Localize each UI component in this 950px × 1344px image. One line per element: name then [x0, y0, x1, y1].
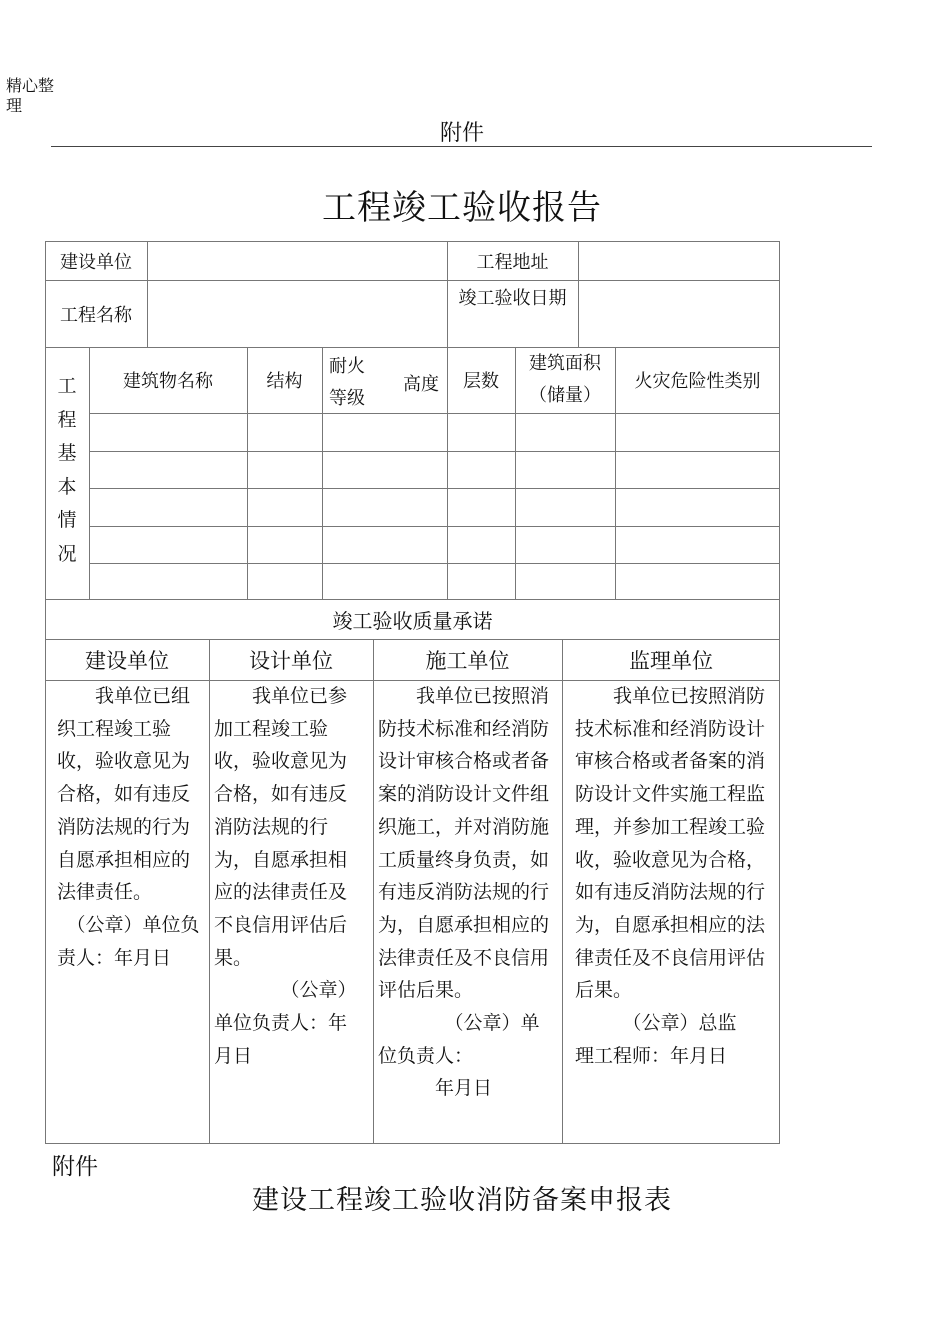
commitment-line: 评估后果。 — [378, 979, 474, 1002]
commitment-line: 为，自愿承担相应的 — [378, 913, 550, 936]
basic-row-cell[interactable] — [447, 451, 515, 488]
commitment-line: 织工程竣工验 — [57, 717, 172, 740]
header-fire-grade-line2: 等级 — [329, 388, 365, 409]
basic-row-cell[interactable] — [247, 488, 322, 526]
commitment-line: 为，自愿承担相 — [214, 848, 348, 871]
commitment-line: 理工程师：年月日 — [575, 1044, 728, 1067]
commitment-line: 审核合格或者备案的消 — [575, 750, 766, 773]
commitment-line: 为，自愿承担相应的法 — [575, 913, 766, 936]
commitment-line: 收，验收意见为 — [214, 750, 348, 773]
commitment-line: 消防法规的行 — [214, 815, 329, 838]
commitment-line: 位负责人： — [378, 1044, 474, 1067]
commitment-line: 工质量终身负责，如 — [378, 848, 550, 871]
basic-row-cell[interactable] — [615, 488, 780, 526]
basic-row-cell[interactable] — [89, 526, 247, 563]
basic-row-cell[interactable] — [89, 488, 247, 526]
basic-row-cell[interactable] — [385, 526, 447, 563]
header-area-line1: 建筑面积 — [529, 353, 601, 374]
basic-row-cell[interactable] — [615, 451, 780, 488]
basic-row-cell[interactable] — [247, 413, 322, 451]
commitment-line: 律责任及不良信用评估 — [575, 946, 766, 969]
unit-heading-build: 建设单位 — [85, 648, 169, 673]
basic-row-cell[interactable] — [447, 413, 515, 451]
commitment-line: 后果。 — [575, 979, 633, 1002]
basic-row-cell[interactable] — [447, 488, 515, 526]
commitment-line: 加工程竣工验 — [214, 717, 329, 740]
commitment-line: 果。 — [214, 946, 253, 969]
commitment-line: 我单位已按照消防 — [575, 685, 766, 707]
header-area-line2: （储量） — [529, 385, 601, 406]
basic-row-cell[interactable] — [615, 563, 780, 599]
commitment-text-supervision — [575, 680, 775, 1072]
basic-row-cell[interactable] — [89, 413, 247, 451]
basic-row-cell[interactable] — [615, 526, 780, 563]
commitment-line: 合格，如有违反 — [57, 783, 191, 806]
commitment-line: 收，验收意见为 — [57, 750, 191, 773]
commitment-line: 不良信用评估后 — [214, 913, 348, 936]
commitment-line: 防设计文件实施工程监 — [575, 783, 766, 806]
basic-row-cell[interactable] — [322, 488, 385, 526]
basic-row-cell[interactable] — [89, 451, 247, 488]
commitment-line: 法律责任。 — [57, 881, 153, 904]
commitment-section-title: 竣工验收质量承诺 — [332, 608, 493, 633]
commitment-line: 技术标准和经消防设计 — [575, 717, 766, 740]
basic-row-cell[interactable] — [515, 451, 615, 488]
commitment-line: 收，验收意见为合格， — [575, 848, 766, 871]
completion-date-field[interactable] — [578, 280, 780, 347]
corner-note: 精心整理 — [6, 76, 55, 115]
basic-row-cell[interactable] — [385, 488, 447, 526]
basic-row-cell[interactable] — [515, 488, 615, 526]
page-title: 工程竣工验收报告 — [322, 188, 602, 228]
commitment-text-construction — [378, 680, 560, 1105]
commitment-line: （公章）总监 — [575, 1012, 737, 1035]
build-unit-label: 建设单位 — [60, 251, 132, 273]
header-fire-grade — [329, 351, 379, 415]
commitment-line: （公章） — [214, 979, 357, 1002]
commitment-line: 我单位已按照消 — [378, 685, 550, 707]
basic-row-cell[interactable] — [447, 563, 515, 599]
header-hazard-class: 火灾危险性类别 — [634, 371, 761, 392]
commitment-line: 我单位已参 — [214, 685, 348, 707]
side-char: 工 — [57, 375, 77, 397]
commitment-line: 合格，如有违反 — [214, 783, 348, 806]
basic-row-cell[interactable] — [515, 526, 615, 563]
commitment-line: （公章）单 — [378, 1012, 540, 1035]
unit-heading-supervision: 监理单位 — [629, 648, 713, 673]
side-char: 基 — [57, 442, 77, 464]
unit-heading-design: 设计单位 — [249, 648, 333, 673]
commitment-text-build — [57, 680, 203, 974]
commitment-line: 防技术标准和经消防 — [378, 717, 550, 740]
grid-line — [209, 639, 210, 1144]
basic-row-cell[interactable] — [515, 563, 615, 599]
second-title: 建设工程竣工验收消防备案申报表 — [252, 1185, 672, 1216]
commitment-line: 消防法规的行为 — [57, 815, 191, 838]
header-building-name: 建筑物名称 — [123, 371, 213, 392]
header-height: 高度 — [403, 374, 439, 395]
unit-heading-construction: 施工单位 — [425, 648, 510, 673]
project-name-field[interactable] — [147, 280, 447, 347]
header-divider — [51, 146, 872, 147]
grid-line — [373, 639, 374, 1144]
side-char: 本 — [57, 475, 77, 498]
side-char: 情 — [57, 509, 77, 531]
header-area — [515, 348, 615, 412]
basic-row-cell[interactable] — [247, 451, 322, 488]
basic-row-cell[interactable] — [385, 451, 447, 488]
basic-row-cell[interactable] — [515, 413, 615, 451]
side-char: 程 — [57, 408, 77, 431]
commitment-line: 责人：年月日 — [57, 946, 172, 969]
commitment-line: 我单位已组 — [57, 685, 191, 707]
basic-row-cell[interactable] — [322, 563, 385, 599]
commitment-line: （公章）单位负 — [57, 913, 200, 936]
commitment-line: 理，并参加工程竣工验 — [575, 815, 766, 838]
commitment-line: 案的消防设计文件组 — [378, 783, 550, 806]
basic-row-cell[interactable] — [322, 413, 385, 451]
annex-label: 附件 — [439, 121, 484, 146]
address-label: 工程地址 — [476, 251, 549, 273]
header-floors: 层数 — [463, 371, 499, 392]
annex-label-2: 附件 — [52, 1154, 98, 1180]
basic-row-cell[interactable] — [615, 413, 780, 451]
commitment-line: 单位负责人：年 — [214, 1012, 348, 1035]
address-field[interactable] — [578, 241, 780, 280]
commitment-line: 年月日 — [378, 1077, 493, 1100]
basic-row-cell[interactable] — [322, 451, 385, 488]
commitment-line: 有违反消防法规的行 — [378, 881, 550, 904]
grid-line — [562, 639, 563, 1144]
commitment-line: 月日 — [214, 1044, 253, 1067]
header-structure: 结构 — [266, 371, 303, 392]
commitment-line: 设计审核合格或者备 — [378, 750, 550, 773]
commitment-line: 如有违反消防法规的行 — [575, 881, 766, 904]
project-name-label: 工程名称 — [60, 304, 132, 326]
basic-row-cell[interactable] — [447, 526, 515, 563]
basic-row-cell[interactable] — [322, 526, 385, 563]
build-unit-field[interactable] — [147, 241, 447, 280]
basic-row-cell[interactable] — [89, 563, 247, 599]
header-fire-grade-line1: 耐火 — [329, 356, 365, 377]
basic-row-cell[interactable] — [247, 563, 322, 599]
commitment-line: 应的法律责任及 — [214, 881, 348, 904]
basic-row-cell[interactable] — [385, 563, 447, 599]
completion-date-label: 竣工验收日期 — [458, 288, 567, 309]
commitment-line: 织施工，并对消防施 — [378, 815, 550, 838]
basic-row-cell[interactable] — [247, 526, 322, 563]
commitment-text-design — [214, 680, 370, 1072]
side-char: 况 — [57, 542, 77, 565]
commitment-line: 法律责任及不良信用 — [378, 946, 550, 969]
commitment-line: 自愿承担相应的 — [57, 848, 191, 871]
basic-row-cell[interactable] — [385, 413, 447, 451]
basic-situation-label — [45, 370, 89, 571]
